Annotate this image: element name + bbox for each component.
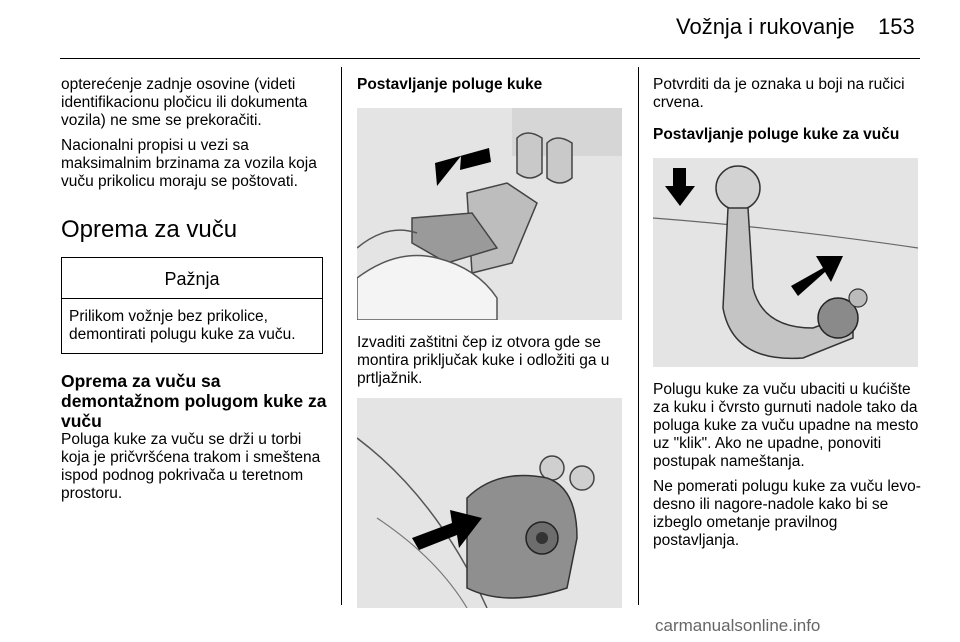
- figure-receptacle: [357, 398, 622, 608]
- figure-insert-bar: [653, 158, 918, 367]
- paragraph: Potvrditi da je oznaka u boji na ručici crvena.: [653, 76, 905, 111]
- arrow-down-icon: [665, 168, 695, 206]
- notice-box: [61, 257, 323, 354]
- header-rule: [60, 58, 920, 59]
- arrow-left-icon: [435, 148, 491, 186]
- procedure-heading: Postavljanje poluge kuke za vuču: [653, 126, 900, 143]
- notice-body: Prilikom vožnje bez prikolice, demontirati polugu kuke za vuču.: [69, 308, 296, 343]
- page-number: 153: [878, 14, 915, 39]
- paragraph: Ne pomerati polugu kuke za vuču levo-desno ili nagore-nadole kako bi se izbeglo ometanje pravilnog postavljanja.: [653, 478, 921, 549]
- illustration-hitch-receptacle: [357, 398, 622, 608]
- running-header-title: Vožnja i rukovanje: [676, 14, 855, 39]
- paragraph: opterećenje zadnje osovine (videti identifikacionu pločicu ili dokumenta vozila) ne sme se prekoračiti.: [61, 76, 308, 129]
- subsection-heading: Oprema za vuču sa demontažnom polugom kuke za vuču: [61, 371, 327, 431]
- paragraph: Izvaditi zaštitni čep iz otvora gde se montira priključak kuke i odložiti ga u prtljažnik.: [357, 334, 610, 387]
- paragraph: Poluga kuke za vuču se drži u torbi koja je pričvršćena trakom i smeštena ispod podnog pokrivača u teretnom prostoru.: [61, 431, 321, 502]
- column-divider: [341, 67, 342, 605]
- column-1: [61, 76, 329, 510]
- arrow-up-right-icon: [791, 256, 843, 296]
- watermark: carmanualsonline.info: [655, 616, 821, 635]
- illustration-cap-removal: [357, 108, 622, 320]
- paragraph: Nacionalni propisi u vezi sa maksimalnim brzinama za vozila koja vuču prikolicu moraju se poštovati.: [61, 137, 317, 190]
- column-3: [653, 76, 923, 557]
- procedure-heading: Postavljanje poluge kuke: [357, 76, 543, 93]
- column-divider: [638, 67, 639, 605]
- notice-title: Pažnja: [62, 258, 322, 299]
- section-heading: Oprema za vuču: [61, 216, 238, 243]
- column-2: [357, 76, 625, 608]
- illustration-tow-bar: [653, 158, 918, 367]
- figure-remove-cap: [357, 108, 622, 320]
- paragraph: Polugu kuke za vuču ubaciti u kućište za kuku i čvrsto gurnuti nadole tako da poluga kuke za vuču upadne na mesto uz "klik". Ako ne upadne, ponoviti postupak nameštanja.: [653, 381, 919, 470]
